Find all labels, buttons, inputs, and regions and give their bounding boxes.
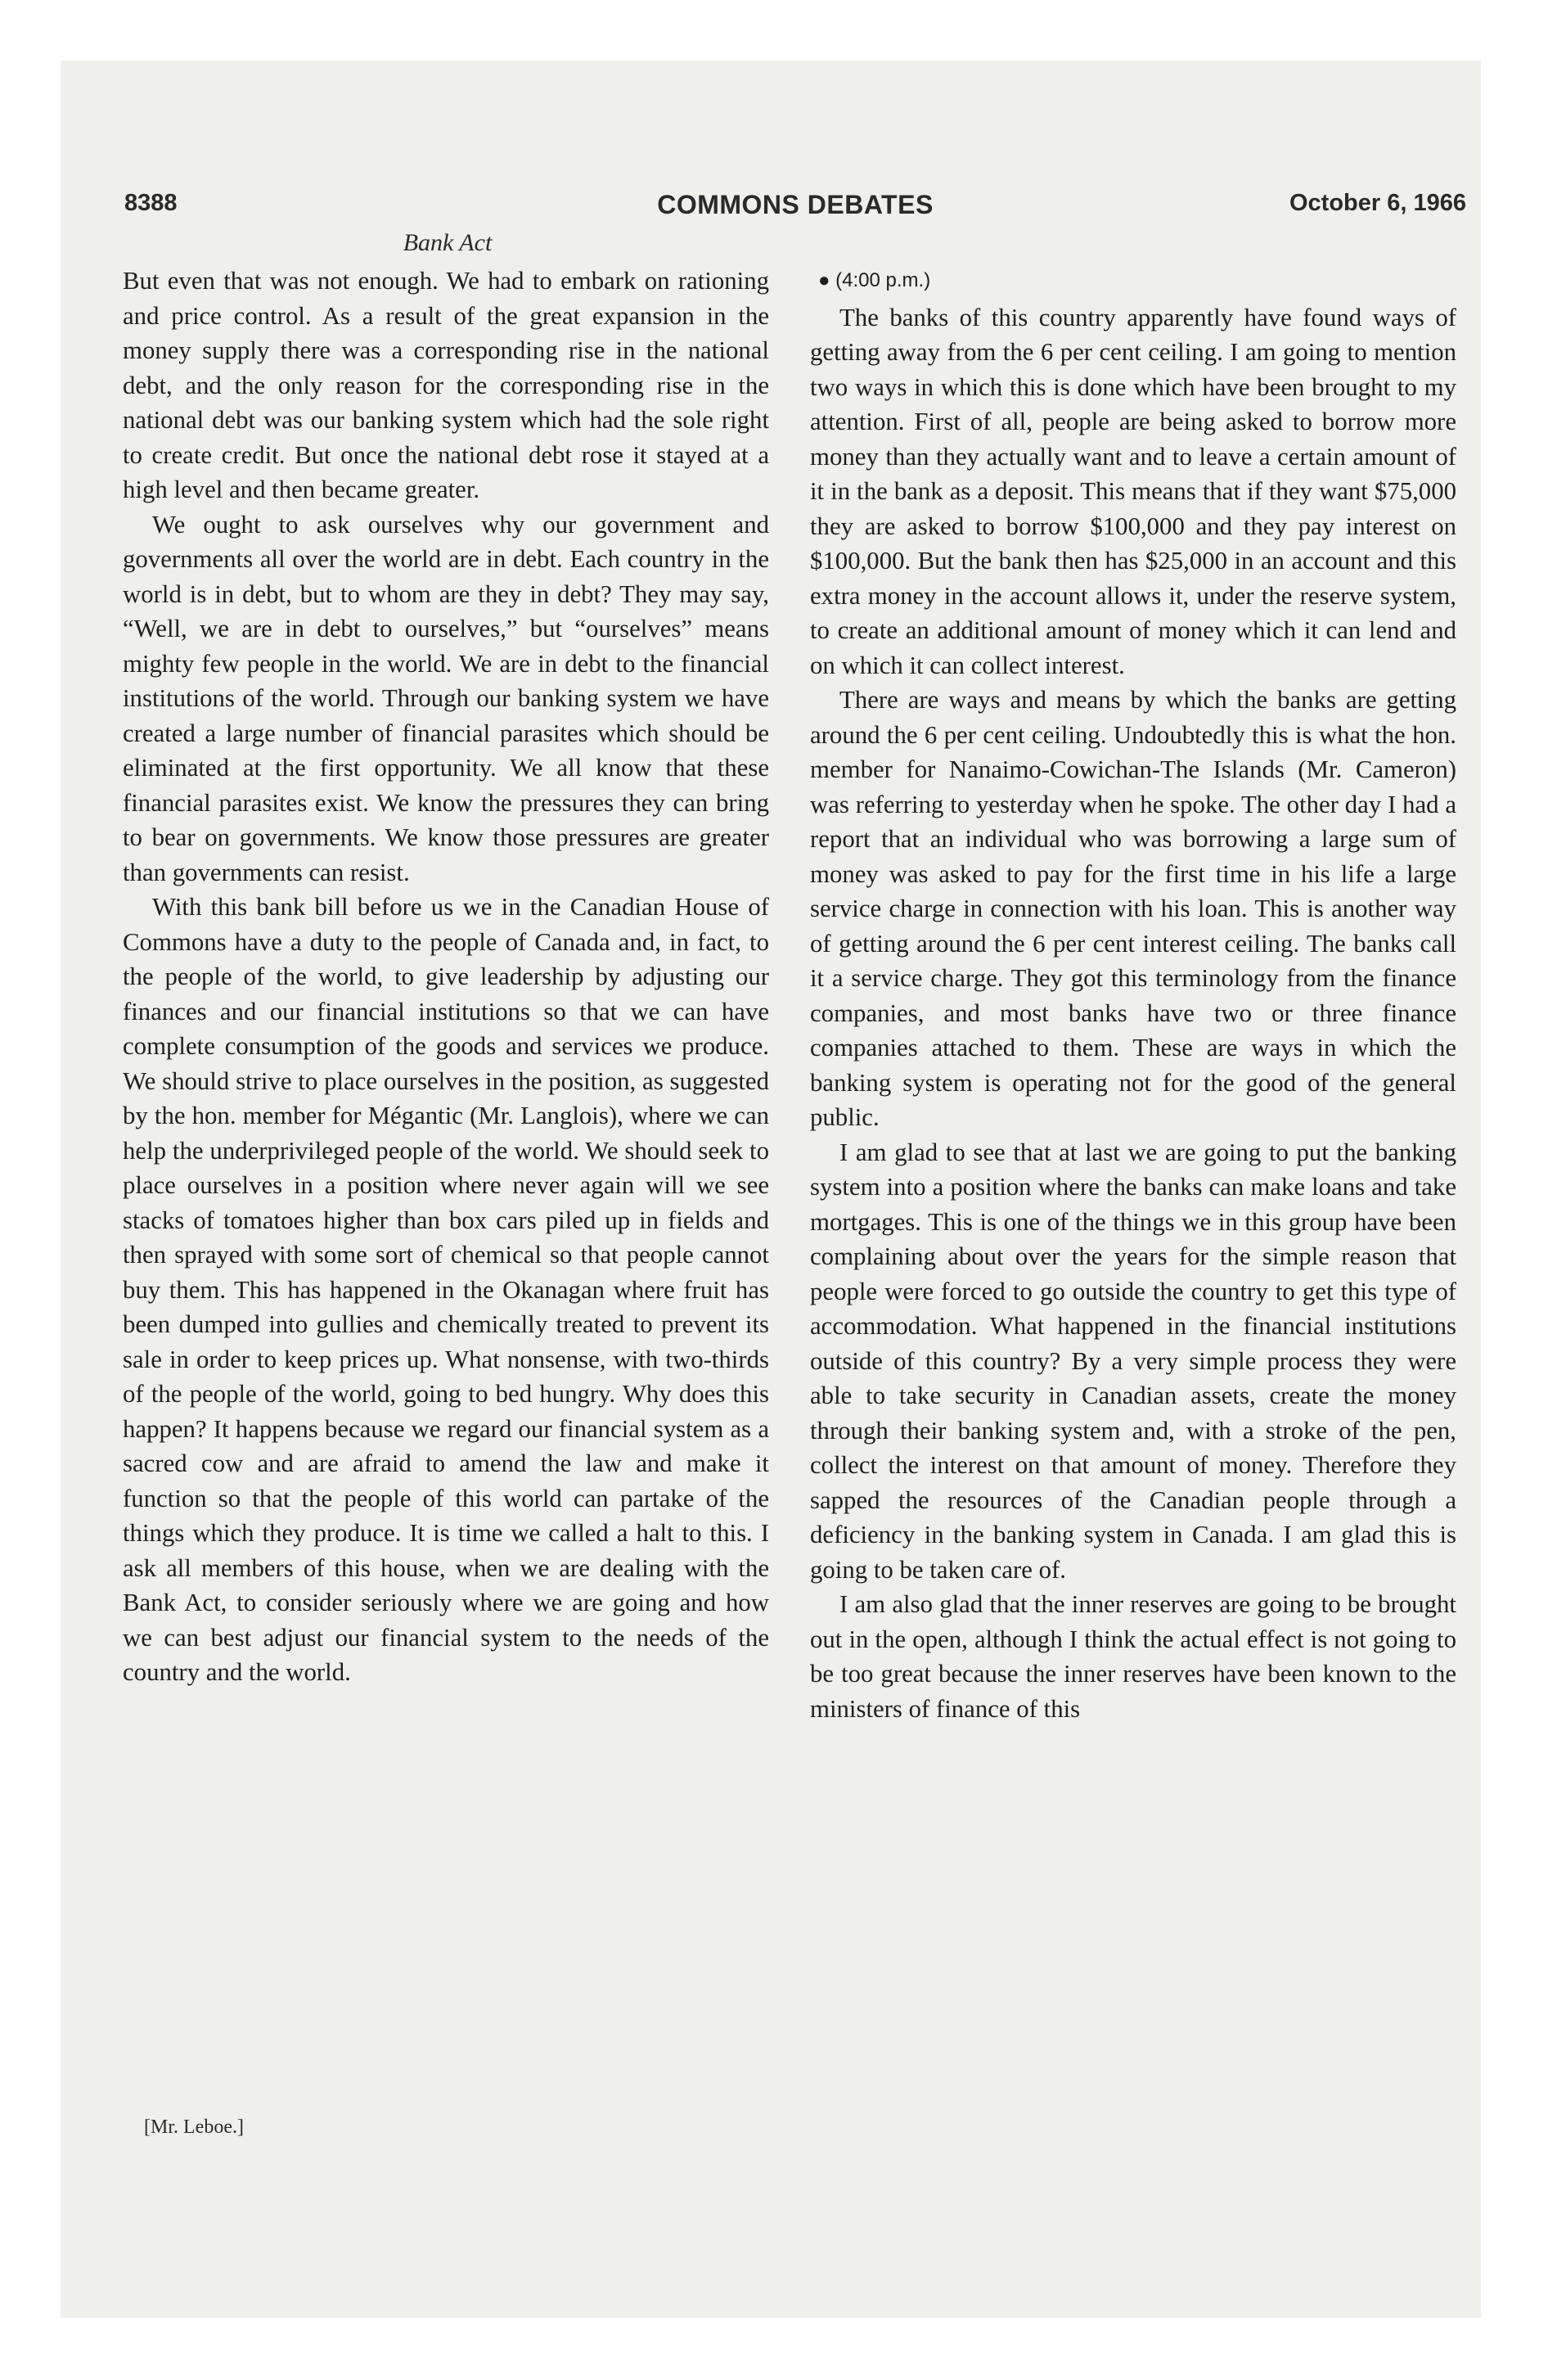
paragraph: I am also glad that the inner reserves are going to be brought out in the open, although I think the actual effect is not going to be too great because the inner reserves have been known to the ministers of finance of this: [810, 1590, 1456, 1723]
paragraph: With this bank bill before us we in the Canadian House of Commons have a duty to the people of Canada and, in fact, to the people of the world, to give leadership by adjusting our finances and our financial institutions so that we can have complete consumption of the goods and services we produce. We should strive to place ourselves in the position, as suggested by the hon. member for Mégantic (Mr. Langlois), where we can help the underprivileged people of the world. We should seek to place ourselves in a position where never again will we see stacks of tomatoes higher than box cars piled up in fields and then sprayed with some sort of chemical so that people cannot buy them. This has happened in the Okanagan where fruit has been dumped into gullies and chemically treated to prevent its sale in order to keep prices up. What nonsense, with two-thirds of the people of the world, going to bed hungry. Why does this happen? It happens because we regard our financial system as a sacred cow and are afraid to amend the law and make it function so that the people of this world can partake of the things which they produce. It is time we called a halt to this. I ask all members of this house, when we are dealing with the Bank Act, to consider seriously where we are going and how we can best adjust our financial system to the needs of the country and the world.: [123, 893, 769, 1686]
page-date: October 6, 1966: [1289, 190, 1466, 216]
publication-title: COMMONS DEBATES: [657, 190, 934, 219]
left-column: [123, 264, 769, 1690]
paragraph: There are ways and means by which the banks are getting around the 6 per cent ceiling. Undoubtedly this is what the hon. member for Nanaimo-Cowichan-The Islands (Mr. Cameron) was referring to yesterday when he spoke. The other day I had a report that an individual who was borrowing a large sum of money was asked to pay for the first time in his life a large service charge in connection with his loan. This is another way of getting around the 6 per cent interest ceiling. The banks call it a service charge. They got this terminology from the finance companies, and most banks have two or three finance companies attached to them. These are ways in which the banking system is operating not for the good of the general public.: [810, 686, 1456, 1131]
paragraph: The banks of this country apparently have found ways of getting away from the 6 per cent ceiling. I am going to mention two ways in which this is done which have been brought to my attention. First of all, people are being asked to borrow more money than they actually want and to leave a certain amount of it in the bank as a deposit. This means that if they want $75,000 they are asked to borrow $100,000 and they pay interest on $100,000. But the bank then has $25,000 in an account and this extra money in the account allows it, under the reserve system, to create an additional amount of money which it can lend and on which it can collect interest.: [810, 303, 1456, 679]
page-header: [124, 190, 1466, 223]
timestamp: ● (4:00 p.m.): [818, 269, 931, 291]
speaker-attribution: [Mr. Leboe.]: [144, 2116, 244, 2138]
running-head: Bank Act: [403, 229, 493, 256]
page-number: 8388: [124, 190, 178, 216]
paragraph: I am glad to see that at last we are going to put the banking system into a position where the banks can make loans and take mortgages. This is one of the things we in this group have been complaining about over the years for the simple reason that people were forced to go outside the country to get this type of accommodation. What happened in the financial institutions outside of this country? By a very simple process they were able to take security in Canadian assets, create the money through their banking system and, with a stroke of the pen, collect the interest on that amount of money. Therefore they sapped the resources of the Canadian people through a deficiency in the banking system in Canada. I am glad this is going to be taken care of.: [810, 1138, 1456, 1584]
paragraph: We ought to ask ourselves why our government and governments all over the world are in debt. Each country in the world is in debt, but to whom are they in debt? They may say, “Well, we are in debt to ourselves,” but “ourselves” means mighty few people in the world. We are in debt to the financial institutions of the world. Through our banking system we have created a large number of financial parasites which should be eliminated at the first opportunity. We all know that these financial parasites exist. We know the pressures they can bring to bear on governments. We know those pressures are greater than governments can resist.: [123, 510, 769, 886]
paragraph: But even that was not enough. We had to embark on rationing and price control. As a result of the great expansion in the money supply there was a corresponding rise in the national debt, and the only reason for the corresponding rise in the national debt was our banking system which had the sole right to create credit. But once the national debt rose it stayed at a high level and then became greater.: [123, 267, 769, 503]
right-column: [810, 264, 1456, 1726]
